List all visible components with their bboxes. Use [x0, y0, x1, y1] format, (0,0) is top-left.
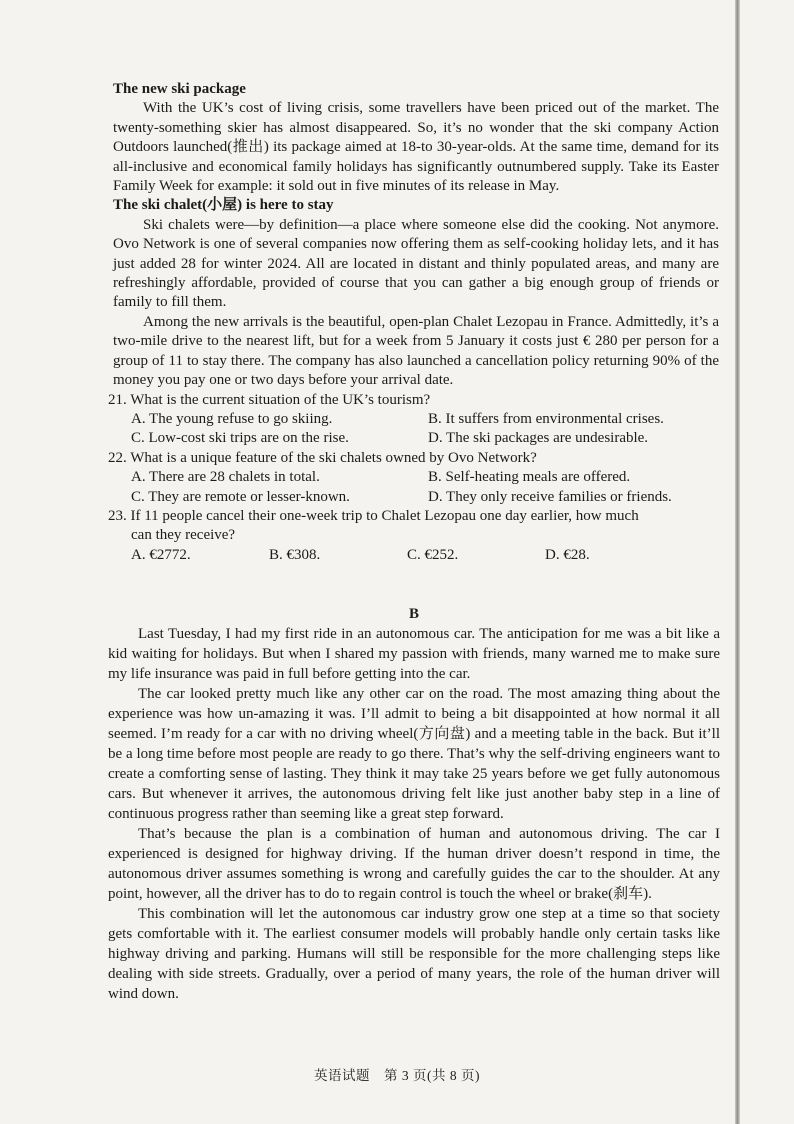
page-footer: 英语试题 第 3 页(共 8 页)	[314, 1068, 480, 1083]
paragraph: The car looked pretty much like any other car on the road. The most amazing thing about the experience was how un-amazing it was. I’ll admit to being a bit disappointed at how normal it all seemed. I’m ready for a car with no driving wheel(方向盘) and a meeting table in the back. But it’ll be a long time before most people are ready to go there. That’s why the self-driving engineers want to create a comforting sense of lasting. They think it may take 25 years before we get fully autonomous cars. But whenever it arrives, the autonomous driving felt like just another baby step in a line of continuous progress rather than seeming like a great step forward.	[108, 686, 720, 822]
question-stem: 21. What is the current situation of the UK’s tourism?	[108, 391, 431, 408]
section-label-b: B	[408, 606, 419, 622]
option-d: D. The ski packages are undesirable.	[428, 430, 649, 447]
paragraph: Last Tuesday, I had my first ride in an autonomous car. The anticipation for me was a bit like a kid waiting for holidays. But when I shared my passion with friends, many warned me to make sure my life insurance was paid in full before getting into the car.	[108, 626, 720, 682]
option-c: C. €252.	[407, 546, 459, 563]
option-b: B. Self-heating meals are offered.	[428, 469, 631, 486]
section-title-ski-chalet: The ski chalet(小屋) is here to stay	[113, 197, 334, 214]
option-c: C. Low-cost ski trips are on the rise.	[131, 430, 349, 447]
question-21	[108, 391, 719, 449]
paragraph: Ski chalets were—by definition—a place where someone else did the cooking. Not anymore. Ovo Network is one of several companies now offering them as self-cooking holiday lets, and it has just added 28 for winter 2024. All are located in distant and thinly populated areas, and many are refreshingly affordable, provided of course that you can gather a big enough group of friends or family to fill them.	[113, 216, 719, 311]
scan-binding-edge	[735, 0, 740, 1124]
paragraph: This combination will let the autonomous car industry grow one step at a time so that society gets comfortable with it. The earliest consumer models will probably handle only certain tasks like highway driving and parking. Humans will still be responsible for the more challenging steps like dealing with side streets. Gradually, over a period of many years, the role of the human driver will wind down.	[108, 906, 720, 1002]
option-c: C. They are remote or lesser-known.	[131, 488, 350, 505]
section-title-ski-package: The new ski package	[113, 81, 246, 97]
question-22	[108, 449, 719, 507]
option-b: B. €308.	[269, 546, 321, 563]
passage-a	[108, 80, 719, 565]
paragraph: That’s because the plan is a combination of human and autonomous driving. The car I experienced is designed for highway driving. If the human driver doesn’t respond in time, the autonomous driver assumes something is wrong and carefully guides the car to the shoulder. At any point, however, all the driver has to do to regain control is touch the wheel or brake(刹车).	[108, 826, 720, 902]
question-stem-continued: can they receive?	[131, 527, 236, 544]
question-23	[108, 507, 719, 565]
option-b: B. It suffers from environmental crises.	[428, 410, 664, 427]
question-stem: 22. What is a unique feature of the ski chalets owned by Ovo Network?	[108, 449, 537, 466]
paragraph: With the UK’s cost of living crisis, some travellers have been priced out of the market. The twenty-something skier has almost disappeared. So, it’s no wonder that the ski company Action Outdoors launched(推出) its package aimed at 18-to 30-year-olds. At the same time, demand for its all-inclusive and economical family holidays has significantly outnumbered supply. Take its Easter Family Week for example: it sold out in five minutes of its release in May.	[113, 100, 719, 195]
option-d: D. €28.	[545, 546, 590, 563]
option-a: A. €2772.	[131, 546, 191, 563]
option-a: A. There are 28 chalets in total.	[131, 469, 320, 486]
option-d: D. They only receive families or friends.	[428, 488, 672, 505]
passage-b	[108, 606, 720, 1004]
paragraph: Among the new arrivals is the beautiful, open-plan Chalet Lezopau in France. Admittedly, it’s a two-mile drive to the nearest lift, but for a week from 5 January it costs just € 280 per person for a group of 11 to stay there. The company has also launched a cancellation policy returning 90% of the money you pay one or two days before your arrival date.	[113, 313, 719, 389]
question-stem: 23. If 11 people cancel their one-week trip to Chalet Lezopau one day earlier, how much	[108, 507, 639, 524]
option-a: A. The young refuse to go skiing.	[131, 410, 333, 427]
